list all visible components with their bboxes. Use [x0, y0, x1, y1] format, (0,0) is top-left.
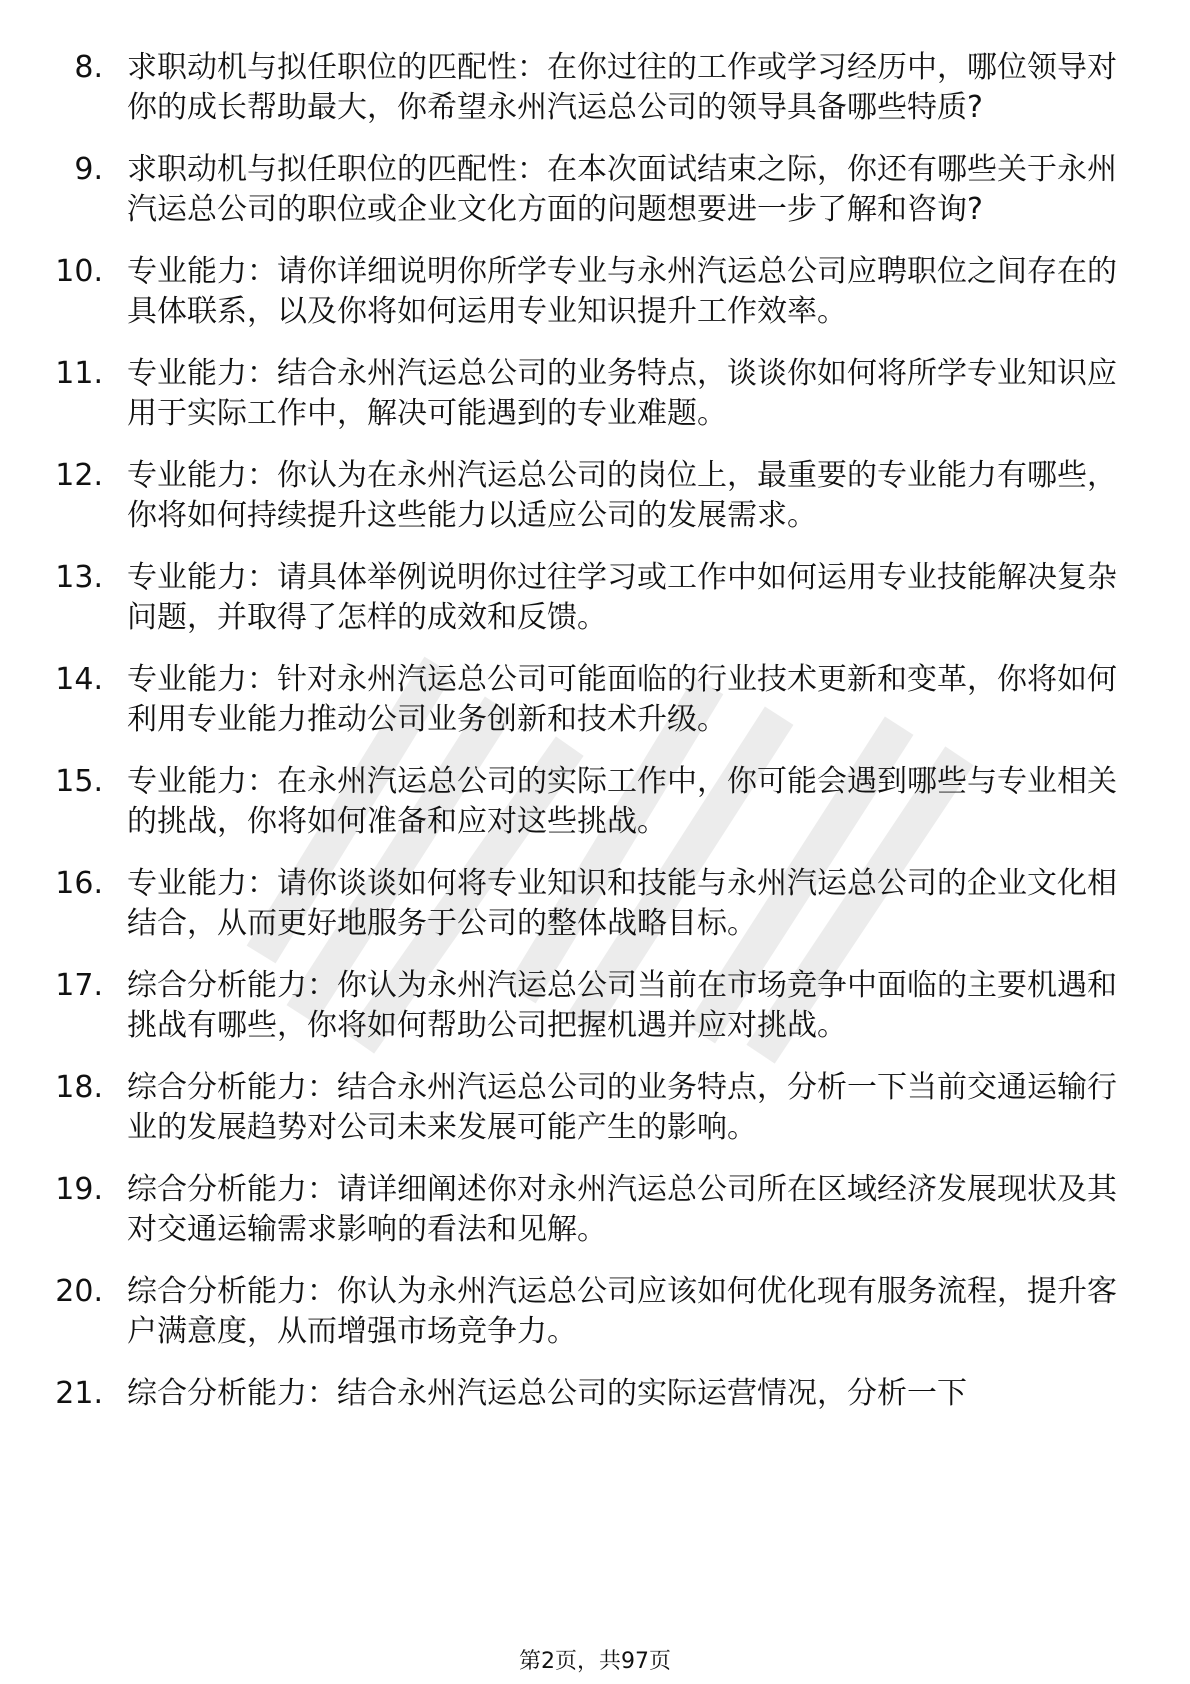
question-text: 专业能力：请你谈谈如何将专业知识和技能与永州汽运总公司的企业文化相结合，从而更好地服务于公司的整体战略目标。	[127, 866, 1117, 941]
question-number: 18.	[55, 1070, 103, 1105]
question-text: 综合分析能力：结合永州汽运总公司的业务特点，分析一下当前交通运输行业的发展趋势对公司未来发展可能产生的影响。	[127, 1070, 1117, 1145]
list-item	[0, 762, 1190, 842]
question-number: 20.	[55, 1274, 103, 1309]
list-item	[0, 150, 1190, 230]
question-text: 专业能力：结合永州汽运总公司的业务特点，谈谈你如何将所学专业知识应用于实际工作中，解决可能遇到的专业难题。	[127, 356, 1117, 431]
question-number: 16.	[55, 866, 103, 901]
list-item	[0, 1068, 1190, 1148]
list-item	[0, 864, 1190, 944]
list-item	[0, 1374, 1190, 1414]
question-text: 专业能力：你认为在永州汽运总公司的岗位上，最重要的专业能力有哪些，你将如何持续提升这些能力以适应公司的发展需求。	[127, 458, 1117, 533]
list-item	[0, 1170, 1190, 1250]
question-text: 综合分析能力：请详细阐述你对永州汽运总公司所在区域经济发展现状及其对交通运输需求影响的看法和见解。	[127, 1172, 1117, 1247]
page-footer: 第2页，共97页	[519, 1649, 671, 1674]
question-number: 15.	[55, 764, 103, 799]
question-number: 21.	[55, 1376, 103, 1411]
question-text: 综合分析能力：你认为永州汽运总公司当前在市场竞争中面临的主要机遇和挑战有哪些，你将如何帮助公司把握机遇并应对挑战。	[127, 968, 1117, 1043]
list-item	[0, 456, 1190, 536]
question-number: 9.	[74, 152, 103, 187]
list-item	[0, 1272, 1190, 1352]
question-text: 专业能力：针对永州汽运总公司可能面临的行业技术更新和变革，你将如何利用专业能力推动公司业务创新和技术升级。	[127, 662, 1117, 737]
question-number: 11.	[55, 356, 103, 391]
question-list	[0, 48, 1190, 1436]
list-item	[0, 660, 1190, 740]
question-text: 专业能力：请你详细说明你所学专业与永州汽运总公司应聘职位之间存在的具体联系，以及你将如何运用专业知识提升工作效率。	[127, 254, 1117, 329]
question-number: 8.	[74, 50, 103, 85]
question-number: 19.	[55, 1172, 103, 1207]
list-item	[0, 252, 1190, 332]
question-number: 12.	[55, 458, 103, 493]
question-number: 17.	[55, 968, 103, 1003]
question-text: 求职动机与拟任职位的匹配性：在本次面试结束之际，你还有哪些关于永州汽运总公司的职位或企业文化方面的问题想要进一步了解和咨询?	[127, 152, 1117, 227]
question-text: 专业能力：在永州汽运总公司的实际工作中，你可能会遇到哪些与专业相关的挑战，你将如何准备和应对这些挑战。	[127, 764, 1117, 839]
question-text: 专业能力：请具体举例说明你过往学习或工作中如何运用专业技能解决复杂问题，并取得了怎样的成效和反馈。	[127, 560, 1117, 635]
question-number: 13.	[55, 560, 103, 595]
question-text: 综合分析能力：你认为永州汽运总公司应该如何优化现有服务流程，提升客户满意度，从而增强市场竞争力。	[127, 1274, 1117, 1349]
question-number: 14.	[55, 662, 103, 697]
list-item	[0, 966, 1190, 1046]
question-text: 综合分析能力：结合永州汽运总公司的实际运营情况，分析一下	[127, 1376, 967, 1411]
question-text: 求职动机与拟任职位的匹配性：在你过往的工作或学习经历中，哪位领导对你的成长帮助最大，你希望永州汽运总公司的领导具备哪些特质?	[127, 50, 1117, 125]
list-item	[0, 354, 1190, 434]
list-item	[0, 48, 1190, 128]
question-number: 10.	[55, 254, 103, 289]
list-item	[0, 558, 1190, 638]
